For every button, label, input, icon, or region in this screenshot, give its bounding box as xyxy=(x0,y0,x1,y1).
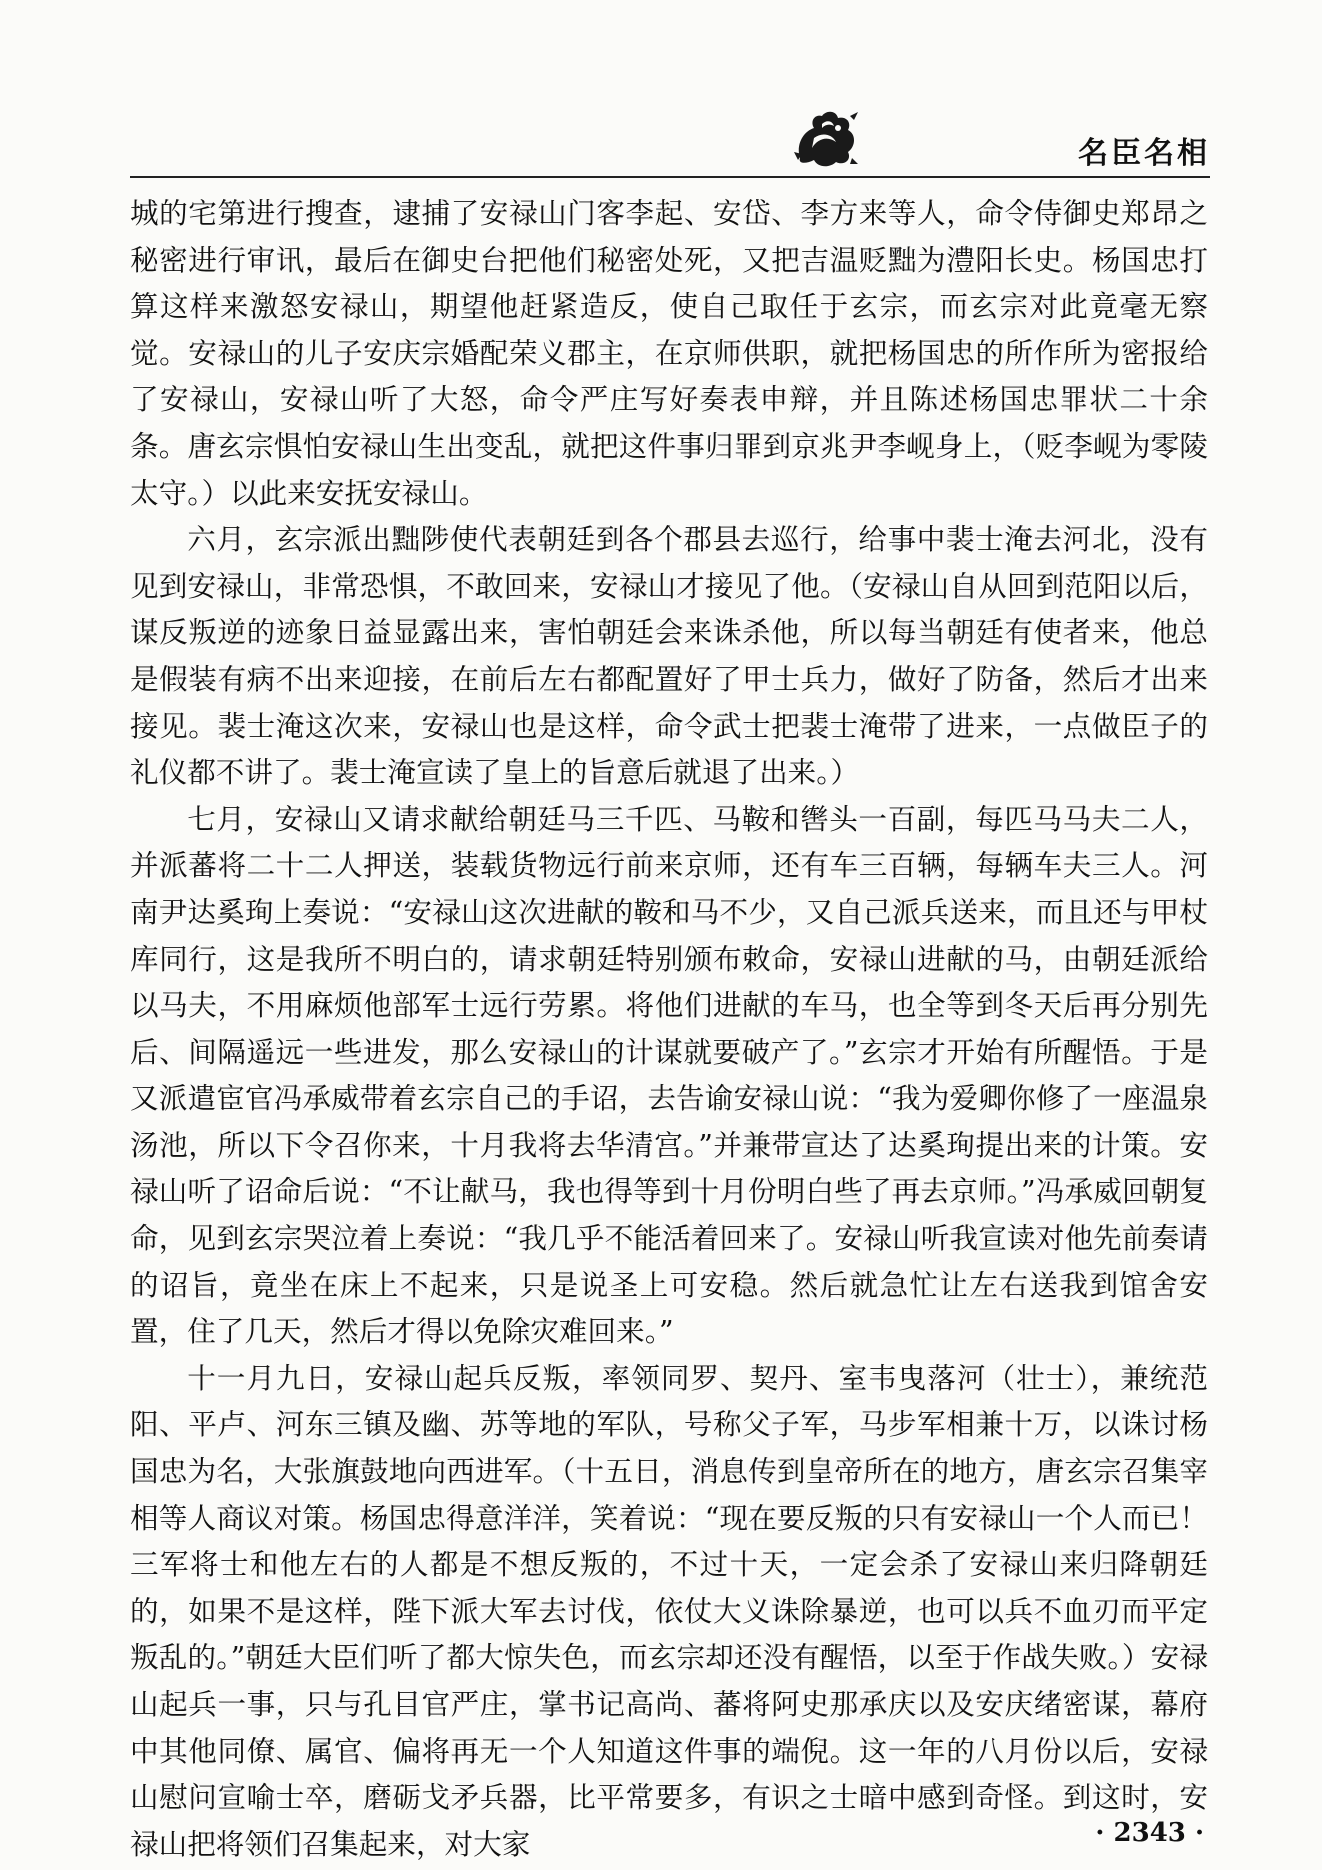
page-header xyxy=(0,0,1322,175)
paragraph: 六月，玄宗派出黜陟使代表朝廷到各个郡县去巡行，给事中裴士淹去河北，没有见到安禄山，非常恐惧，不敢回来，安禄山才接见了他。（安禄山自从回到范阳以后，谋反叛逆的迹象日益显露出来，害怕朝廷会来诛杀他，所以每当朝廷有使者来，他总是假装有病不出来迎接，在前后左右都配置好了甲士兵力，做好了防备，然后才出来接见。裴士淹这次来，安禄山也是这样，命令武士把裴士淹带了进来，一点做臣子的礼仪都不讲了。裴士淹宣读了皇上的旨意后就退了出来。） xyxy=(130,522,1208,790)
section-title: 名臣名相 xyxy=(1078,136,1210,171)
paragraph: 十一月九日，安禄山起兵反叛，率领同罗、契丹、室韦曳落河（壮士），兼统范阳、平卢、河东三镇及幽、苏等地的军队，号称父子军，马步军相兼十万，以诛讨杨国忠为名，大张旗鼓地向西进军。（十五日，消息传到皇帝所在的地方，唐玄宗召集宰相等人商议对策。杨国忠得意洋洋，笑着说：“现在要反叛的只有安禄山一个人而已！三军将士和他左右的人都是不想反叛的，不过十天，一定会杀了安禄山来归降朝廷的，如果不是这样，陛下派大军去讨伐，依仗大义诛除暴逆，也可以兵不血刃而平定叛乱的。”朝廷大臣们听了都大惊失色，而玄宗却还没有醒悟，以至于作战失败。）安禄山起兵一事，只与孔目官严庄，掌书记高尚、蕃将阿史那承庆以及安庆绪密谋，幕府中其他同僚、属官、偏将再无一个人知道这件事的端倪。这一年的八月份以后，安禄山慰问宣喻士卒，磨砺戈矛兵器，比平常要多，有识之士暗中感到奇怪。到这时，安禄山把将领们召集起来，对大家 xyxy=(130,1360,1208,1861)
page-number: · 2343 · xyxy=(1095,1818,1204,1848)
body-text xyxy=(130,190,1208,1867)
dragon-icon xyxy=(792,108,860,170)
paragraph: 七月，安禄山又请求献给朝廷马三千匹、马鞍和辔头一百副，每匹马马夫二人，并派蕃将二十二人押送，装载货物远行前来京师，还有车三百辆，每辆车夫三人。河南尹达奚珣上奏说：“安禄山这次进献的鞍和马不少，又自己派兵送来，而且还与甲杖库同行，这是我所不明白的，请求朝廷特别颁布敕命，安禄山进献的马，由朝廷派给以马夫，不用麻烦他部军士远行劳累。将他们进献的车马，也全等到冬天后再分别先后、间隔遥远一些进发，那么安禄山的计谋就要破产了。”玄宗才开始有所醒悟。于是又派遣宦官冯承威带着玄宗自己的手诏，去告谕安禄山说：“我为爱卿你修了一座温泉汤池，所以下令召你来，十月我将去华清宫。”并兼带宣达了达奚珣提出来的计策。安禄山听了诏命后说：“不让献马，我也得等到十月份明白些了再去京师。”冯承威回朝复命，见到玄宗哭泣着上奏说：“我几乎不能活着回来了。安禄山听我宣读对他先前奏请的诏旨，竟坐在床上不起来，只是说圣上可安稳。然后就急忙让左右送我到馆舍安置，住了几天，然后才得以免除灾难回来。” xyxy=(130,801,1208,1349)
header-rule xyxy=(130,176,1210,178)
paragraph: 城的宅第进行搜查，逮捕了安禄山门客李起、安岱、李方来等人，命令侍御史郑昂之秘密进行审讯，最后在御史台把他们秘密处死，又把吉温贬黜为澧阳长史。杨国忠打算这样来激怒安禄山，期望他赶紧造反，使自己取任于玄宗，而玄宗对此竟毫无察觉。安禄山的儿子安庆宗婚配荣义郡主，在京师供职，就把杨国忠的所作所为密报给了安禄山，安禄山听了大怒，命令严庄写好奏表申辩，并且陈述杨国忠罪状二十余条。唐玄宗惧怕安禄山生出变乱，就把这件事归罪到京兆尹李岘身上，（贬李岘为零陵太守。）以此来安抚安禄山。 xyxy=(130,196,1208,510)
